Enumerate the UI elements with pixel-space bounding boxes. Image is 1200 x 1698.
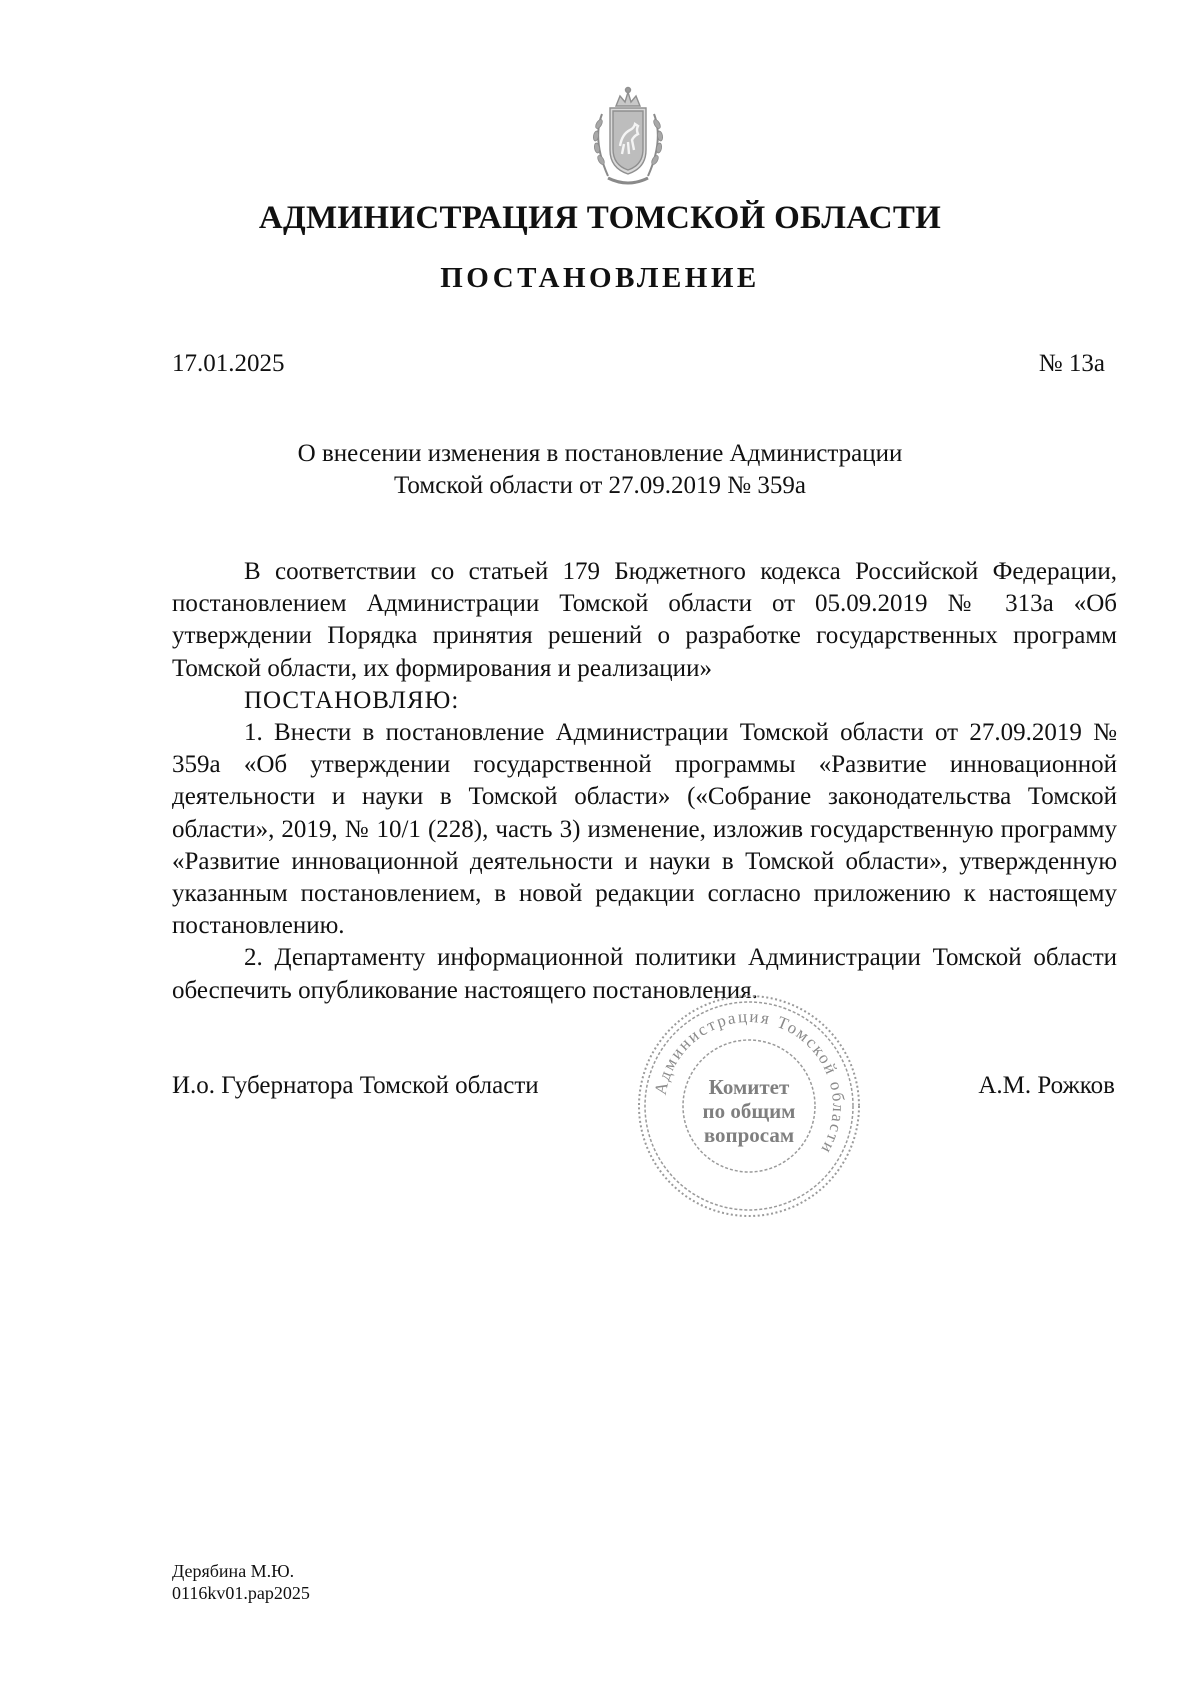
stamp-line-2: по общим [702, 1099, 796, 1123]
document-subject [0, 438, 1200, 502]
preamble-paragraph: В соответствии со статьей 179 Бюджетного кодекса Российской Федерации, постановлением Администрации Томской области от 05.09.2019 № 313а «Об утверждении Порядка принятия решений о разработке государственных программ Томской области, их формирования и реализации» [172, 558, 1117, 682]
signer-title: И.о. Губернатора Томской области [172, 1072, 539, 1099]
resolve-paragraph: ПОСТАНОВЛЯЮ: [244, 686, 460, 714]
stamp-line-1: Комитет [708, 1075, 790, 1099]
subject-line-1: О внесении изменения в постановление Администрации [297, 440, 903, 467]
subject-line-2: Томской области от 27.09.2019 № 359а [394, 472, 806, 499]
item-2-paragraph: 2. Департаменту информационной политики Администрации Томской области обеспечить опубликование настоящего постановления. [172, 944, 1117, 1004]
organization-title: АДМИНИСТРАЦИЯ ТОМСКОЙ ОБЛАСТИ [258, 200, 942, 236]
stamp-ring-text: Администрация Томской области [650, 1006, 849, 1159]
file-code: 0116kv01.pap2025 [172, 1583, 310, 1603]
signer-name: А.М. Рожков [978, 1072, 1115, 1099]
item-1-paragraph: 1. Внести в постановление Администрации Томской области от 27.09.2019 № 359а «Об утверждении государственной программы «Развитие инновационной деятельности и науки в Томской области» («Собрание законодательства Томской области», 2019, № 10/1 (228), часть 3) изменение, изложив государственную программу «Развитие инновационной деятельности и науки в Томской области», утвержденную указанным постановлением, в новой редакции согласно приложению к настоящему постановлению. [172, 719, 1117, 940]
document-body [172, 556, 1117, 1007]
document-type-heading: ПОСТАНОВЛЕНИЕ [440, 262, 760, 294]
document-number: № 13а [1038, 350, 1105, 377]
executor-name: Дерябина М.Ю. [172, 1561, 295, 1581]
stamp-line-3: вопросам [703, 1123, 795, 1147]
document-footer [172, 1560, 310, 1604]
document-date: 17.01.2025 [172, 350, 285, 377]
official-stamp [633, 990, 865, 1222]
coat-of-arms-emblem [572, 84, 684, 196]
